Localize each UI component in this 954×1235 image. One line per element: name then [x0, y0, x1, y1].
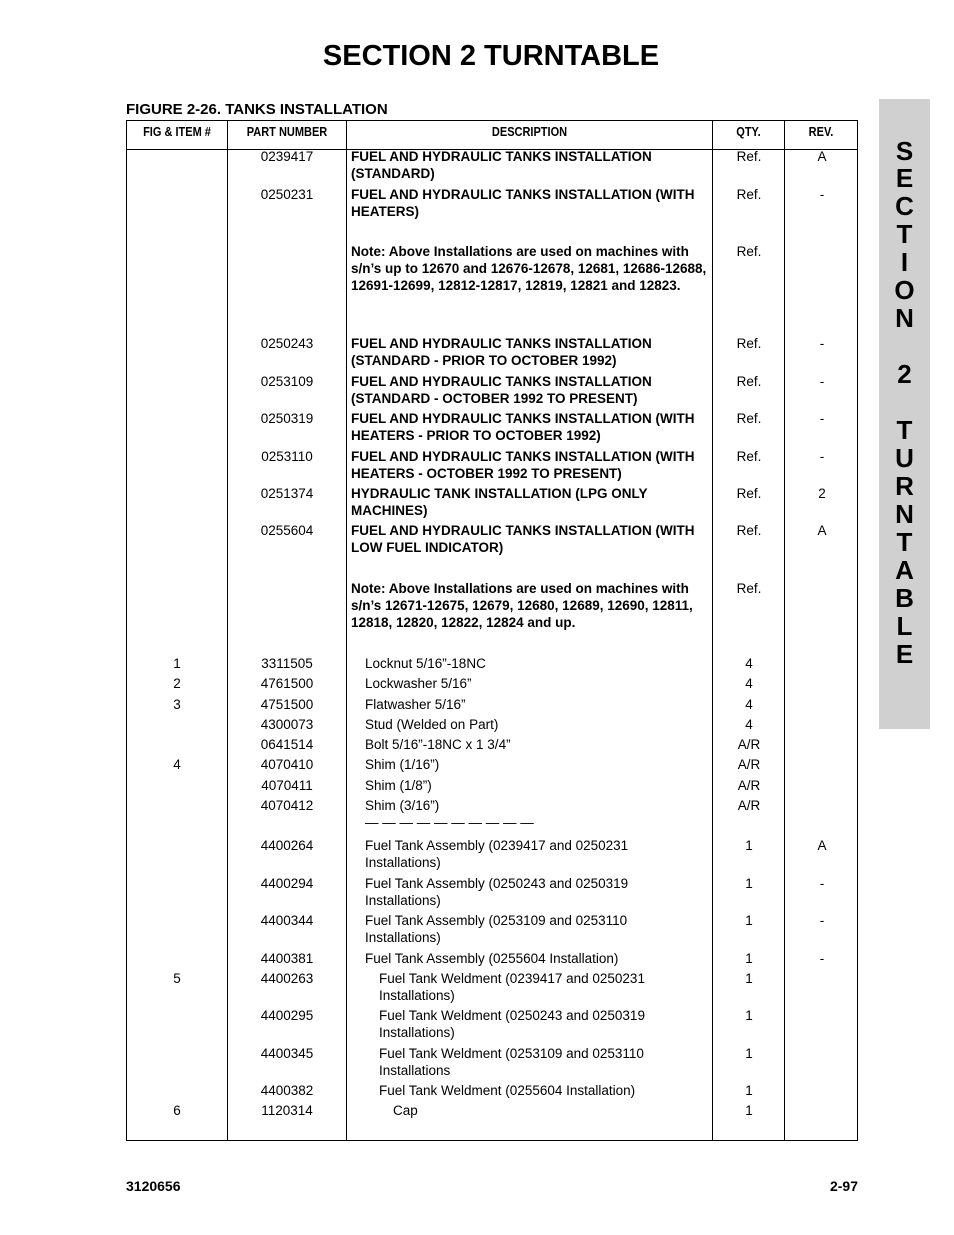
side-tab-letter: T [896, 415, 913, 445]
revision: - [819, 449, 825, 464]
part-number: 0251374 [260, 486, 314, 501]
description: Fuel Tank Weldment (0255604 Installation) [379, 1083, 636, 1098]
side-tab-letter: N [895, 303, 914, 333]
part-number: 0253110 [261, 449, 313, 464]
side-tab-letter: L [896, 611, 913, 641]
description: FUEL AND HYDRAULIC TANKS INSTALLATION (WITH HEATERS) [351, 187, 695, 219]
part-number: 0250243 [260, 336, 314, 351]
revision: - [819, 411, 825, 426]
part-number: 4070412 [260, 798, 314, 813]
header-qty: QTY. [736, 125, 761, 139]
quantity: Ref. [736, 336, 762, 351]
quantity: Ref. [736, 449, 762, 464]
side-tab-letter: B [895, 583, 914, 613]
quantity: Ref. [736, 581, 762, 596]
description: Fuel Tank Weldment (0250243 and 0250319 Installations) [379, 1008, 645, 1040]
description: Bolt 5/16”-18NC x 1 3/4” [365, 737, 511, 752]
side-tab-letter: 2 [897, 359, 912, 389]
revision: - [819, 913, 825, 928]
description: Fuel Tank Assembly (0255604 Installation) [365, 951, 619, 966]
part-number: 4400264 [260, 838, 314, 853]
description: Lockwasher 5/16” [365, 676, 472, 691]
header-rev: REV. [808, 125, 834, 139]
part-number: 4400263 [260, 971, 314, 986]
quantity: Ref. [736, 486, 762, 501]
quantity: 1 [745, 971, 753, 986]
figure-title: FIGURE 2-26. TANKS INSTALLATION [126, 101, 388, 118]
part-number: 4070411 [261, 778, 313, 793]
description: Shim (1/8”) [365, 778, 432, 793]
description: Shim (1/16”) [365, 757, 440, 772]
quantity: Ref. [736, 149, 762, 164]
side-tab-letter: E [895, 639, 914, 669]
part-number: 3311505 [261, 656, 313, 671]
parts-table [126, 120, 858, 1141]
side-tab-letter: U [895, 443, 914, 473]
part-number: 0641514 [260, 737, 314, 752]
description: FUEL AND HYDRAULIC TANKS INSTALLATION (STANDARD) [351, 149, 652, 181]
description: Fuel Tank Assembly (0250243 and 0250319 Installations) [365, 876, 629, 908]
revision: A [817, 838, 827, 853]
header-fig-item: FIG & ITEM # [143, 125, 211, 139]
side-tab-letter: T [896, 219, 913, 249]
description: Fuel Tank Weldment (0253109 and 0253110 Installations [379, 1046, 644, 1078]
item-number: 1 [173, 656, 181, 671]
quantity: A/R [737, 778, 761, 793]
quantity: 1 [745, 1046, 753, 1061]
part-number: 1120314 [261, 1103, 313, 1118]
quantity: 1 [745, 1008, 753, 1023]
header-part-number: PART NUMBER [246, 125, 328, 139]
quantity: Ref. [736, 244, 762, 259]
revision: - [819, 374, 825, 389]
side-tab-letter: R [895, 471, 914, 501]
description: FUEL AND HYDRAULIC TANKS INSTALLATION (WITH HEATERS - PRIOR TO OCTOBER 1992) [351, 411, 695, 443]
item-number: 5 [173, 971, 181, 986]
description: FUEL AND HYDRAULIC TANKS INSTALLATION (STANDARD - PRIOR TO OCTOBER 1992) [351, 336, 652, 368]
quantity: A/R [737, 737, 761, 752]
side-tab-letter: A [895, 555, 914, 585]
note: Note: Above Installations are used on machines with s/n’s up to 12670 and 12676-12678, 12681, 12686-12688, 12691-12699, 12812-12817, 12819, 12821 and 12823. [351, 244, 707, 293]
quantity: A/R [737, 798, 761, 813]
part-number: 0239417 [260, 149, 314, 164]
item-number: 3 [173, 697, 181, 712]
revision: - [819, 876, 825, 891]
column-divider [784, 121, 785, 1140]
part-number: 4400294 [260, 876, 314, 891]
description: Fuel Tank Assembly (0253109 and 0253110 Installations) [365, 913, 628, 945]
header-description: DESCRIPTION [491, 125, 568, 139]
revision: 2 [818, 486, 826, 501]
description: HYDRAULIC TANK INSTALLATION (LPG ONLY MACHINES) [351, 486, 648, 518]
quantity: Ref. [736, 187, 762, 202]
item-number: 4 [173, 757, 181, 772]
revision: A [817, 149, 827, 164]
quantity: 1 [745, 838, 753, 853]
revision: - [819, 951, 825, 966]
side-tab-letter: T [896, 527, 913, 557]
item-number: 6 [173, 1103, 181, 1118]
quantity: 1 [745, 951, 753, 966]
part-number: 4400381 [260, 951, 314, 966]
note: Note: Above Installations are used on machines with s/n’s 12671-12675, 12679, 12680, 12689, 12690, 12811, 12818, 12820, 12822, 12824 and up. [351, 581, 693, 630]
side-tab-letter: N [895, 499, 914, 529]
quantity: 1 [745, 913, 753, 928]
revision: - [819, 187, 825, 202]
quantity: A/R [737, 757, 761, 772]
part-number: 4300073 [260, 717, 314, 732]
quantity: Ref. [736, 411, 762, 426]
side-tab-letter: S [895, 136, 914, 166]
column-divider [346, 121, 347, 1140]
description: Shim (3/16”) [365, 798, 440, 813]
section-title: SECTION 2 TURNTABLE [322, 40, 660, 72]
quantity: 1 [745, 1103, 753, 1118]
quantity: 1 [745, 1083, 753, 1098]
revision: A [817, 523, 827, 538]
column-divider [227, 121, 228, 1140]
quantity: 4 [745, 656, 753, 671]
part-number: 4400344 [260, 913, 314, 928]
part-number: 4400382 [260, 1083, 314, 1098]
description: FUEL AND HYDRAULIC TANKS INSTALLATION (WITH HEATERS - OCTOBER 1992 TO PRESENT) [351, 449, 695, 481]
side-tab-letter: E [895, 163, 914, 193]
description: Flatwasher 5/16” [365, 697, 466, 712]
quantity: 4 [745, 697, 753, 712]
description: Fuel Tank Weldment (0239417 and 0250231 Installations) [379, 971, 645, 1003]
description: FUEL AND HYDRAULIC TANKS INSTALLATION (WITH LOW FUEL INDICATOR) [351, 523, 695, 555]
quantity: 1 [745, 876, 753, 891]
part-number: 0253109 [260, 374, 314, 389]
side-tab-letter: I [900, 247, 909, 277]
page-number: 2-97 [829, 1178, 858, 1194]
side-tab-letter: C [895, 191, 914, 221]
section-side-tab [879, 99, 930, 729]
part-number: 4400345 [260, 1046, 314, 1061]
description: FUEL AND HYDRAULIC TANKS INSTALLATION (STANDARD - OCTOBER 1992 TO PRESENT) [351, 374, 652, 406]
quantity: 4 [745, 676, 753, 691]
part-number: 0250231 [260, 187, 314, 202]
description: Locknut 5/16”-18NC [365, 656, 486, 671]
part-number: 0250319 [260, 411, 314, 426]
part-number: 4070410 [260, 757, 314, 772]
revision: - [819, 336, 825, 351]
part-number: 0255604 [260, 523, 314, 538]
part-number: 4400295 [260, 1008, 314, 1023]
description: Fuel Tank Assembly (0239417 and 0250231 Installations) [365, 838, 629, 870]
description: Cap [393, 1103, 418, 1118]
quantity: Ref. [736, 523, 762, 538]
quantity: Ref. [736, 374, 762, 389]
quantity: 4 [745, 717, 753, 732]
side-tab-letter: O [894, 275, 915, 305]
document-number: 3120656 [126, 1178, 181, 1194]
description: Stud (Welded on Part) [365, 717, 499, 732]
separator-line: — — — — — — — — — — [365, 815, 534, 830]
item-number: 2 [173, 676, 181, 691]
part-number: 4761500 [260, 676, 314, 691]
part-number: 4751500 [260, 697, 314, 712]
